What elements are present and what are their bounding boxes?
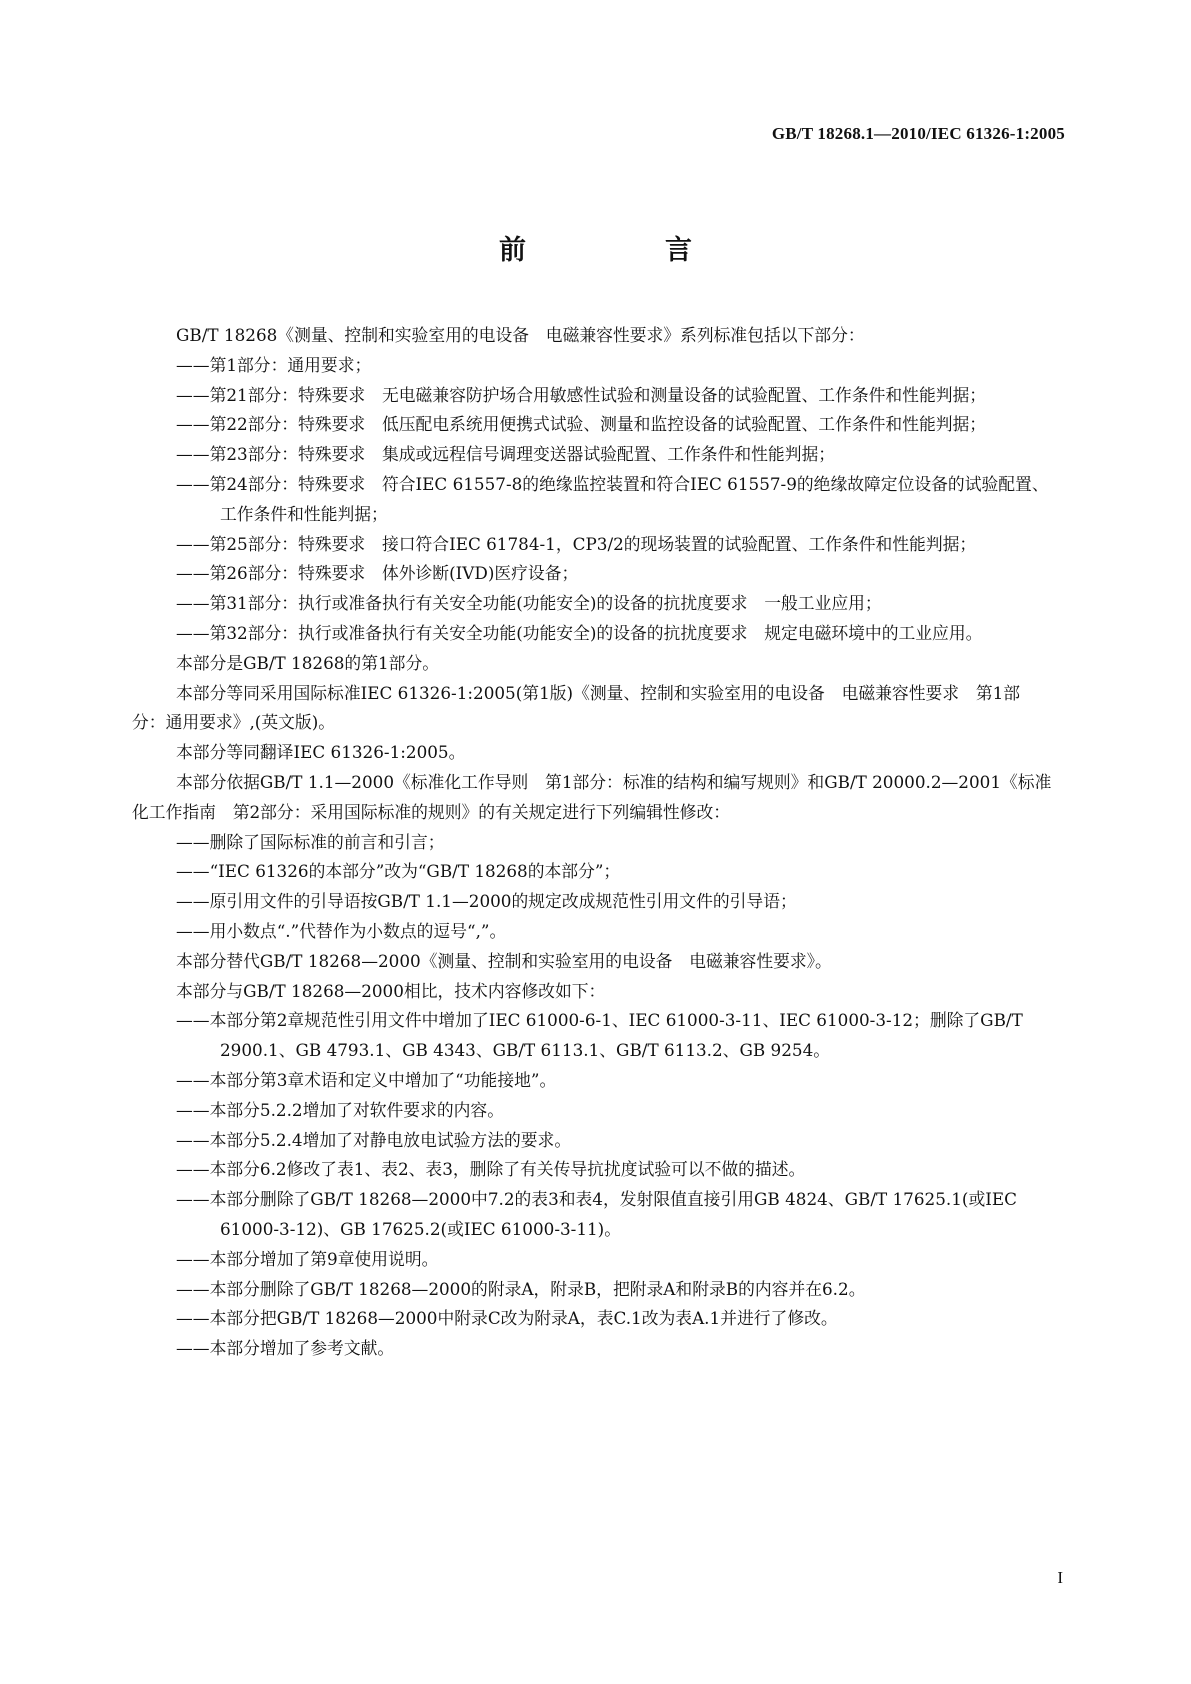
list-item: ——用小数点“.”代替作为小数点的逗号“,”。 bbox=[176, 920, 507, 941]
list-item: ——本部分增加了第9章使用说明。 bbox=[176, 1248, 439, 1269]
list-item: ——本部分5.2.4增加了对静电放电试验方法的要求。 bbox=[176, 1129, 572, 1150]
page-number: I bbox=[1057, 1568, 1063, 1587]
list-item: ——删除了国际标准的前言和引言； bbox=[176, 831, 445, 852]
list-item: ——本部分6.2修改了表1、表2、表3，删除了有关传导抗扰度试验可以不做的描述。 bbox=[176, 1159, 806, 1180]
paragraph: 本部分等同翻译IEC 61326-1:2005。 bbox=[176, 742, 466, 763]
list-item: ——本部分把GB/T 18268—2000中附录C改为附录A，表C.1改为表A.1并进行了修改。 bbox=[176, 1308, 838, 1329]
paragraph: 本部分与GB/T 18268—2000相比，技术内容修改如下： bbox=[176, 980, 606, 1001]
paragraph: 本部分依据GB/T 1.1—2000《标准化工作导则 第1部分：标准的结构和编写规则》和GB/T 20000.2—2001《标准化工作指南 第2部分：采用国际标准的规则》的有关规定进行下列编辑性修改： bbox=[132, 771, 1052, 822]
document-id-header: GB/T 18268.1—2010/IEC 61326-1:2005 bbox=[771, 124, 1065, 143]
list-item: ——第26部分：特殊要求 体外诊断(IVD)医疗设备； bbox=[176, 563, 579, 584]
list-item: ——第21部分：特殊要求 无电磁兼容防护场合用敏感性试验和测量设备的试验配置、工作条件和性能判据； bbox=[176, 384, 987, 405]
list-item: ——第25部分：特殊要求 接口符合IEC 61784-1，CP3/2的现场装置的试验配置、工作条件和性能判据； bbox=[176, 533, 977, 554]
list-item: ——第1部分：通用要求； bbox=[176, 354, 372, 375]
list-item: ——本部分增加了参考文献。 bbox=[176, 1338, 395, 1359]
list-item: ——第32部分：执行或准备执行有关安全功能(功能安全)的设备的抗扰度要求 规定电磁环境中的工业应用。 bbox=[176, 622, 983, 643]
list-item: ——第23部分：特殊要求 集成或远程信号调理变送器试验配置、工作条件和性能判据； bbox=[176, 444, 836, 465]
list-item: ——本部分删除了GB/T 18268—2000的附录A，附录B，把附录A和附录B的内容并在6.2。 bbox=[176, 1278, 866, 1299]
list-item: ——本部分第3章术语和定义中增加了“功能接地”。 bbox=[176, 1069, 557, 1090]
list-item: ——本部分删除了GB/T 18268—2000中7.2的表3和表4，发射限值直接引用GB 4824、GB/T 17625.1(或IEC 61000-3-12)、GB 17625.2(或IEC 61000-3-11)。 bbox=[176, 1189, 1017, 1239]
foreword-body bbox=[132, 321, 1052, 1364]
list-item: ——本部分第2章规范性引用文件中增加了IEC 61000-6-1、IEC 61000-3-11、IEC 61000-3-12；删除了GB/T 2900.1、GB 4793.1、GB 4343、GB/T 6113.1、GB/T 6113.2、GB 9254。 bbox=[176, 1010, 1023, 1061]
page-title: 前 言 bbox=[499, 235, 748, 266]
list-item: ——第22部分：特殊要求 低压配电系统用便携式试验、测量和监控设备的试验配置、工作条件和性能判据； bbox=[176, 414, 987, 435]
paragraph: 本部分替代GB/T 18268—2000《测量、控制和实验室用的电设备 电磁兼容性要求》。 bbox=[176, 950, 832, 971]
paragraph: GB/T 18268《测量、控制和实验室用的电设备 电磁兼容性要求》系列标准包括以下部分： bbox=[176, 325, 865, 345]
list-item: ——第24部分：特殊要求 符合IEC 61557-8的绝缘监控装置和符合IEC 61557-9的绝缘故障定位设备的试验配置、工作条件和性能判据； bbox=[176, 473, 1049, 524]
list-item: ——第31部分：执行或准备执行有关安全功能(功能安全)的设备的抗扰度要求 一般工业应用； bbox=[176, 593, 882, 614]
list-item: ——本部分5.2.2增加了对软件要求的内容。 bbox=[176, 1099, 504, 1120]
list-item: ——原引用文件的引导语按GB/T 1.1—2000的规定改成规范性引用文件的引导语； bbox=[176, 891, 797, 912]
list-item: ——“IEC 61326的本部分”改为“GB/T 18268的本部分”； bbox=[176, 861, 621, 882]
paragraph: 本部分等同采用国际标准IEC 61326-1:2005(第1版)《测量、控制和实验室用的电设备 电磁兼容性要求 第1部分：通用要求》,(英文版)。 bbox=[132, 682, 1021, 733]
paragraph: 本部分是GB/T 18268的第1部分。 bbox=[176, 652, 440, 673]
